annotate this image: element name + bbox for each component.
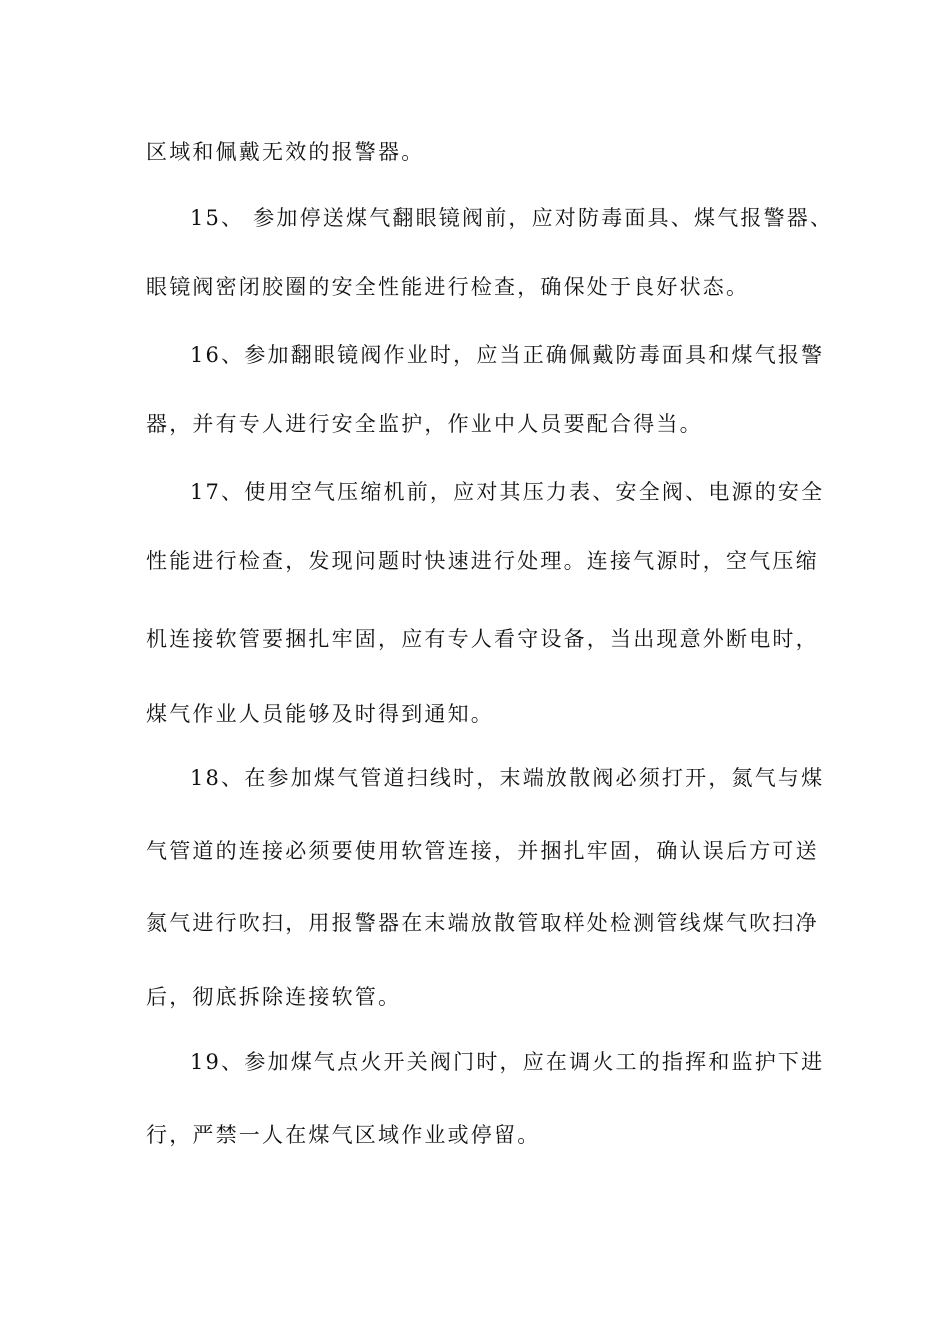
text-line: 氮气进行吹扫，用报警器在末端放散管取样处检测管线煤气吹扫净	[146, 911, 819, 935]
item-18-heading-line: 18、在参加煤气管道扫线时，末端放散阀必须打开，氮气与煤	[190, 766, 825, 790]
item-15-heading-line: 15、 参加停送煤气翻眼镜阀前，应对防毒面具、煤气报警器、	[190, 206, 834, 230]
text-line: 眼镜阀密闭胶圈的安全性能进行检查，确保处于良好状态。	[146, 275, 750, 299]
text-line: 器，并有专人进行安全监护，作业中人员要配合得当。	[146, 412, 703, 436]
text-line: 机连接软管要捆扎牢固，应有专人看守设备，当出现意外断电时，	[146, 627, 819, 651]
text-line: 区域和佩戴无效的报警器。	[146, 140, 425, 164]
text-line: 煤气作业人员能够及时得到通知。	[146, 702, 494, 726]
text-line: 行，严禁一人在煤气区域作业或停留。	[146, 1123, 541, 1147]
item-16-heading-line: 16、参加翻眼镜阀作业时，应当正确佩戴防毒面具和煤气报警	[190, 343, 825, 367]
item-19-heading-line: 19、参加煤气点火开关阀门时，应在调火工的指挥和监护下进	[190, 1050, 825, 1074]
text-line: 性能进行检查，发现问题时快速进行处理。连接气源时，空气压缩	[146, 549, 819, 573]
text-line: 气管道的连接必须要使用软管连接，并捆扎牢固，确认误后方可送	[146, 839, 819, 863]
item-17-heading-line: 17、使用空气压缩机前，应对其压力表、安全阀、电源的安全	[190, 480, 825, 504]
text-line: 后，彻底拆除连接软管。	[146, 985, 402, 1009]
